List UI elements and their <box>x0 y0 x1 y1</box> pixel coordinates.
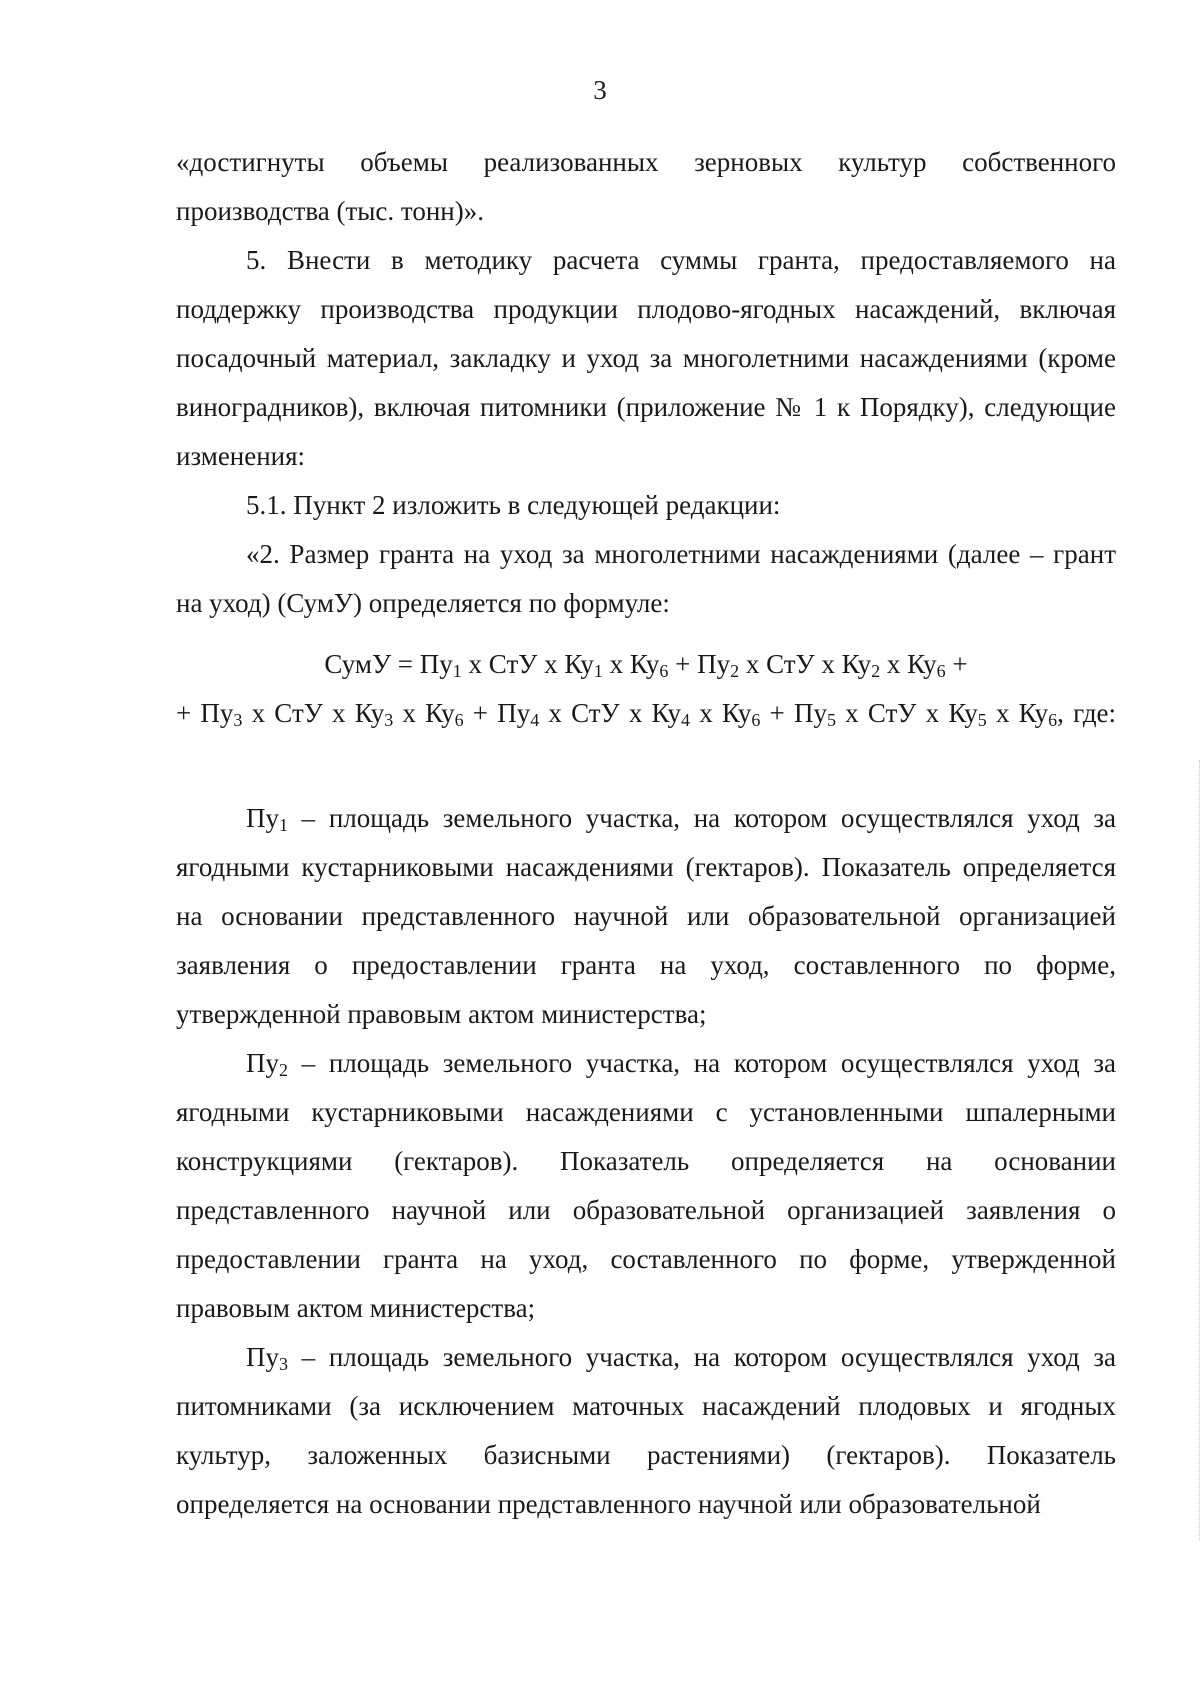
definition-py2: $Пу_2$ – площадь земельного участка, на котором осуществлялся уход за ягодными кустарниковыми насаждениями с установленными шпалерными конструкциями (гектаров). Показатель определяется на основании представленного научной или образовательной организацией заявления о предоставлении гранта на уход, составленного по форме, утвержденной правовым актом министерства; <box>176 1048 1116 1323</box>
definition-py1: $Пу_1$ – площадь земельного участка, на котором осуществлялся уход за ягодными кустарниковыми насаждениями (гектаров). Показатель определяется на основании представленного научной или образовательной организацией заявления о предоставлении гранта на уход, составленного по форме, утвержденной правовым актом министерства; <box>176 803 1116 1029</box>
formula-line-1: СумУ = $Пу_1$ х СтУ х $Ку_1$ х $Ку_6 + Пу_2$ х СтУ х $Ку_2$ х $Ку_6$ + <box>324 649 968 681</box>
paragraph-item-5-1: 5.1. Пункт 2 изложить в следующей редакции: <box>246 490 781 520</box>
paragraph-item-5: 5. Внести в методику расчета суммы гранта, предоставляемого на поддержку производства продукции плодово-ягодных насаждений, включая посадочный материал, закладку и уход за многолетними насаждениями (кроме виноградников), включая питомники (приложение № 1 к Порядку), следующие изменения: <box>176 245 1116 471</box>
paragraph-continuation: «достигнуты объемы реализованных зерновых культур собственного производства (тыс. тонн)». <box>176 147 1116 226</box>
formula-line-2: + $Пу_3$ х СтУ х $Ку_3$ х $Ку_6 + Пу_4$ х СтУ х $Ку_4$ х $Ку_6 + Пу_5$ х СтУ х $Ку_5$ х $Ку_6$, где: <box>176 698 1117 730</box>
formula-sumu <box>176 640 1116 738</box>
document-body <box>176 138 1116 1529</box>
page-number: 3 <box>593 75 607 105</box>
paragraph-quote-2: «2. Размер гранта на уход за многолетними насаждениями (далее – грант на уход) (СумУ) определяется по формуле: <box>176 539 1116 618</box>
definition-py3: $Пу_3$ – площадь земельного участка, на котором осуществлялся уход за питомниками (за исключением маточных насаждений плодовых и ягодных культур, заложенных базисными растениями) (гектаров). Показатель определяется на основании представленного научной или образовательной <box>176 1342 1116 1519</box>
scan-edge-artifact <box>1193 760 1200 1540</box>
